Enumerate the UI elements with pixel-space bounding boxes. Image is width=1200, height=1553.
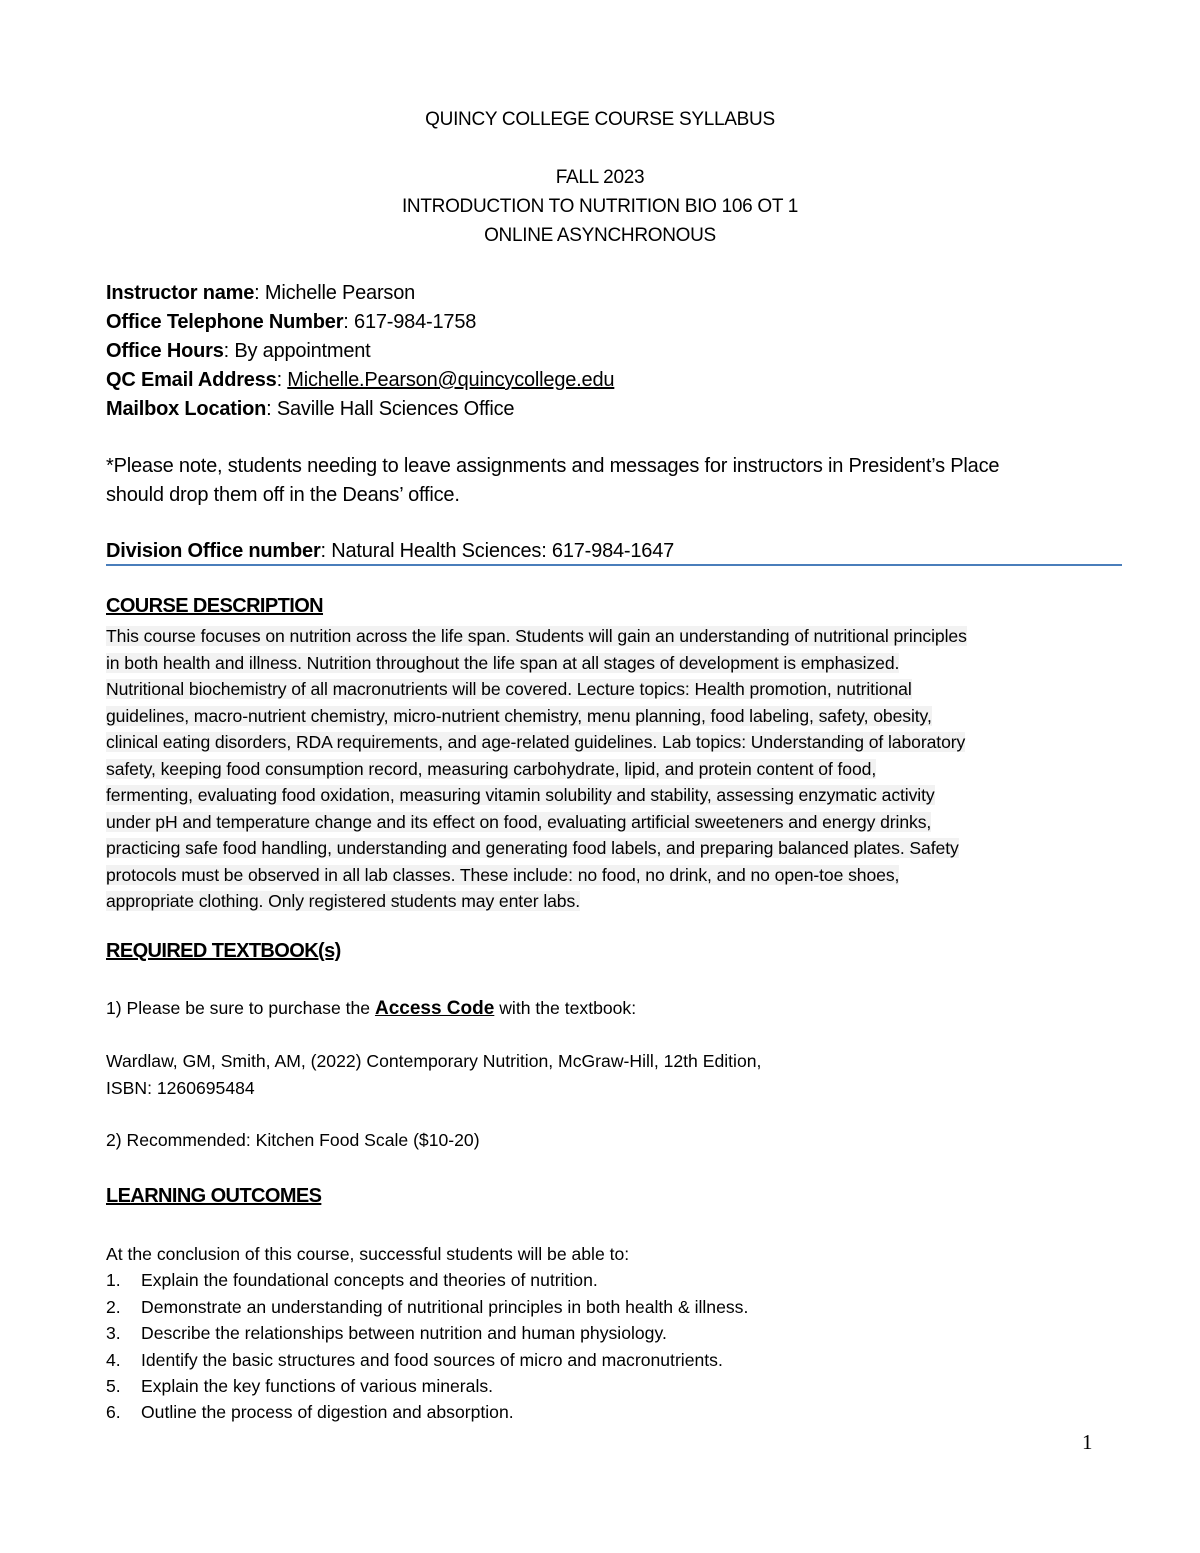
section-divider <box>106 564 1122 566</box>
textbook-isbn: ISBN: 1260695484 <box>106 1078 255 1098</box>
outcome-item: 3. Describe the relationships between nutrition and human physiology. <box>106 1323 667 1344</box>
term: FALL 2023 <box>555 167 645 188</box>
access-code-emphasis: Access Code <box>374 998 495 1019</box>
learning-outcomes-heading: LEARNING OUTCOMES <box>106 1185 322 1207</box>
learning-outcomes-list <box>106 1241 748 1426</box>
outcome-item: 6. Outline the process of digestion and absorption. <box>106 1402 514 1423</box>
office-phone-row: Office Telephone Number: 617-984-1758 <box>106 311 477 333</box>
outcome-item: 2. Demonstrate an understanding of nutritional principles in both health & illness. <box>106 1296 749 1317</box>
email-row: QC Email Address: Michelle.Pearson@quincycollege.edu <box>106 369 615 391</box>
description-line: practicing safe food handling, understanding and generating food labels, and preparing balanced plates. Safety <box>106 838 959 858</box>
description-line: guidelines, macro-nutrient chemistry, micro-nutrient chemistry, menu planning, food labeling, safety, obesity, <box>106 705 932 726</box>
description-line: protocols must be observed in all lab classes. These include: no food, no drink, and no open-toe shoes, <box>106 864 900 885</box>
description-line: This course focuses on nutrition across the life span. Students will gain an understanding of nutritional principles <box>106 626 967 646</box>
outcome-item: 5. Explain the key functions of various minerals. <box>106 1376 494 1397</box>
description-line: clinical eating disorders, RDA requirements, and age-related guidelines. Lab topics: Understanding of laboratory <box>106 732 966 752</box>
office-hours-row: Office Hours: By appointment <box>106 340 371 362</box>
mailbox-value: Saville Hall Sciences Office <box>276 398 515 420</box>
textbook-item-2: 2) Recommended: Kitchen Food Scale ($10-20) <box>106 1130 480 1150</box>
division-office-value: Natural Health Sciences: 617-984-1647 <box>331 540 675 562</box>
instructor-name-value: Michelle Pearson <box>264 282 416 304</box>
description-line: fermenting, evaluating food oxidation, measuring vitamin solubility and stability, assessing enzymatic activity <box>106 785 935 805</box>
page-number: 1 <box>1082 1430 1093 1454</box>
office-hours-value: By appointment <box>234 340 371 362</box>
textbook-item-1: 1) Please be sure to purchase the Access Code with the textbook: <box>106 998 637 1019</box>
description-line: Nutritional biochemistry of all macronutrients will be covered. Lecture topics: Health promotion, nutritional <box>106 679 912 699</box>
description-line: under pH and temperature change and its effect on food, evaluating artificial sweeteners and energy drinks, <box>106 811 932 832</box>
course-description-heading: COURSE DESCRIPTION <box>106 595 324 617</box>
dropoff-note-line: *Please note, students needing to leave assignments and messages for instructors in President’s Place <box>106 455 1000 477</box>
office-phone-label: Office Telephone Number <box>106 311 344 333</box>
outcome-item: 4. Identify the basic structures and food sources of micro and macronutrients. <box>106 1349 723 1370</box>
dropoff-note <box>106 452 1106 510</box>
email-label: QC Email Address <box>106 369 277 391</box>
outcome-item: 1. Explain the foundational concepts and theories of nutrition. <box>106 1270 598 1291</box>
description-line: appropriate clothing. Only registered students may enter labs. <box>106 891 580 911</box>
textbook-citation: Wardlaw, GM, Smith, AM, (2022) Contemporary Nutrition, McGraw-Hill, 12th Edition, <box>106 1051 762 1071</box>
course-title: INTRODUCTION TO NUTRITION BIO 106 OT 1 <box>401 196 799 217</box>
delivery-mode: ONLINE ASYNCHRONOUS <box>484 225 716 246</box>
dropoff-note-line: should drop them off in the Deans’ office. <box>106 484 460 506</box>
description-line: in both health and illness. Nutrition throughout the life span at all stages of development is emphasized. <box>106 652 900 673</box>
description-line: safety, keeping food consumption record, measuring carbohydrate, lipid, and protein content of food, <box>106 758 877 779</box>
email-link[interactable]: Michelle.Pearson@quincycollege.edu <box>287 369 615 391</box>
mailbox-label: Mailbox Location <box>106 398 267 420</box>
textbook-heading: REQUIRED TEXTBOOK(s) <box>106 940 341 962</box>
instructor-name-row: Instructor name: Michelle Pearson <box>106 282 416 304</box>
division-office-label: Division Office number <box>106 540 321 562</box>
course-description-body <box>106 623 1106 915</box>
document-title: QUINCY COLLEGE COURSE SYLLABUS <box>425 109 775 130</box>
office-phone-value: 617-984-1758 <box>354 311 477 333</box>
office-hours-label: Office Hours <box>106 340 224 362</box>
outcomes-intro: At the conclusion of this course, successful students will be able to: <box>106 1244 630 1264</box>
division-office-row: Division Office number: Natural Health Sciences: 617-984-1647 <box>106 540 675 562</box>
instructor-name-label: Instructor name <box>106 282 255 304</box>
mailbox-row: Mailbox Location: Saville Hall Sciences Office <box>106 398 515 420</box>
